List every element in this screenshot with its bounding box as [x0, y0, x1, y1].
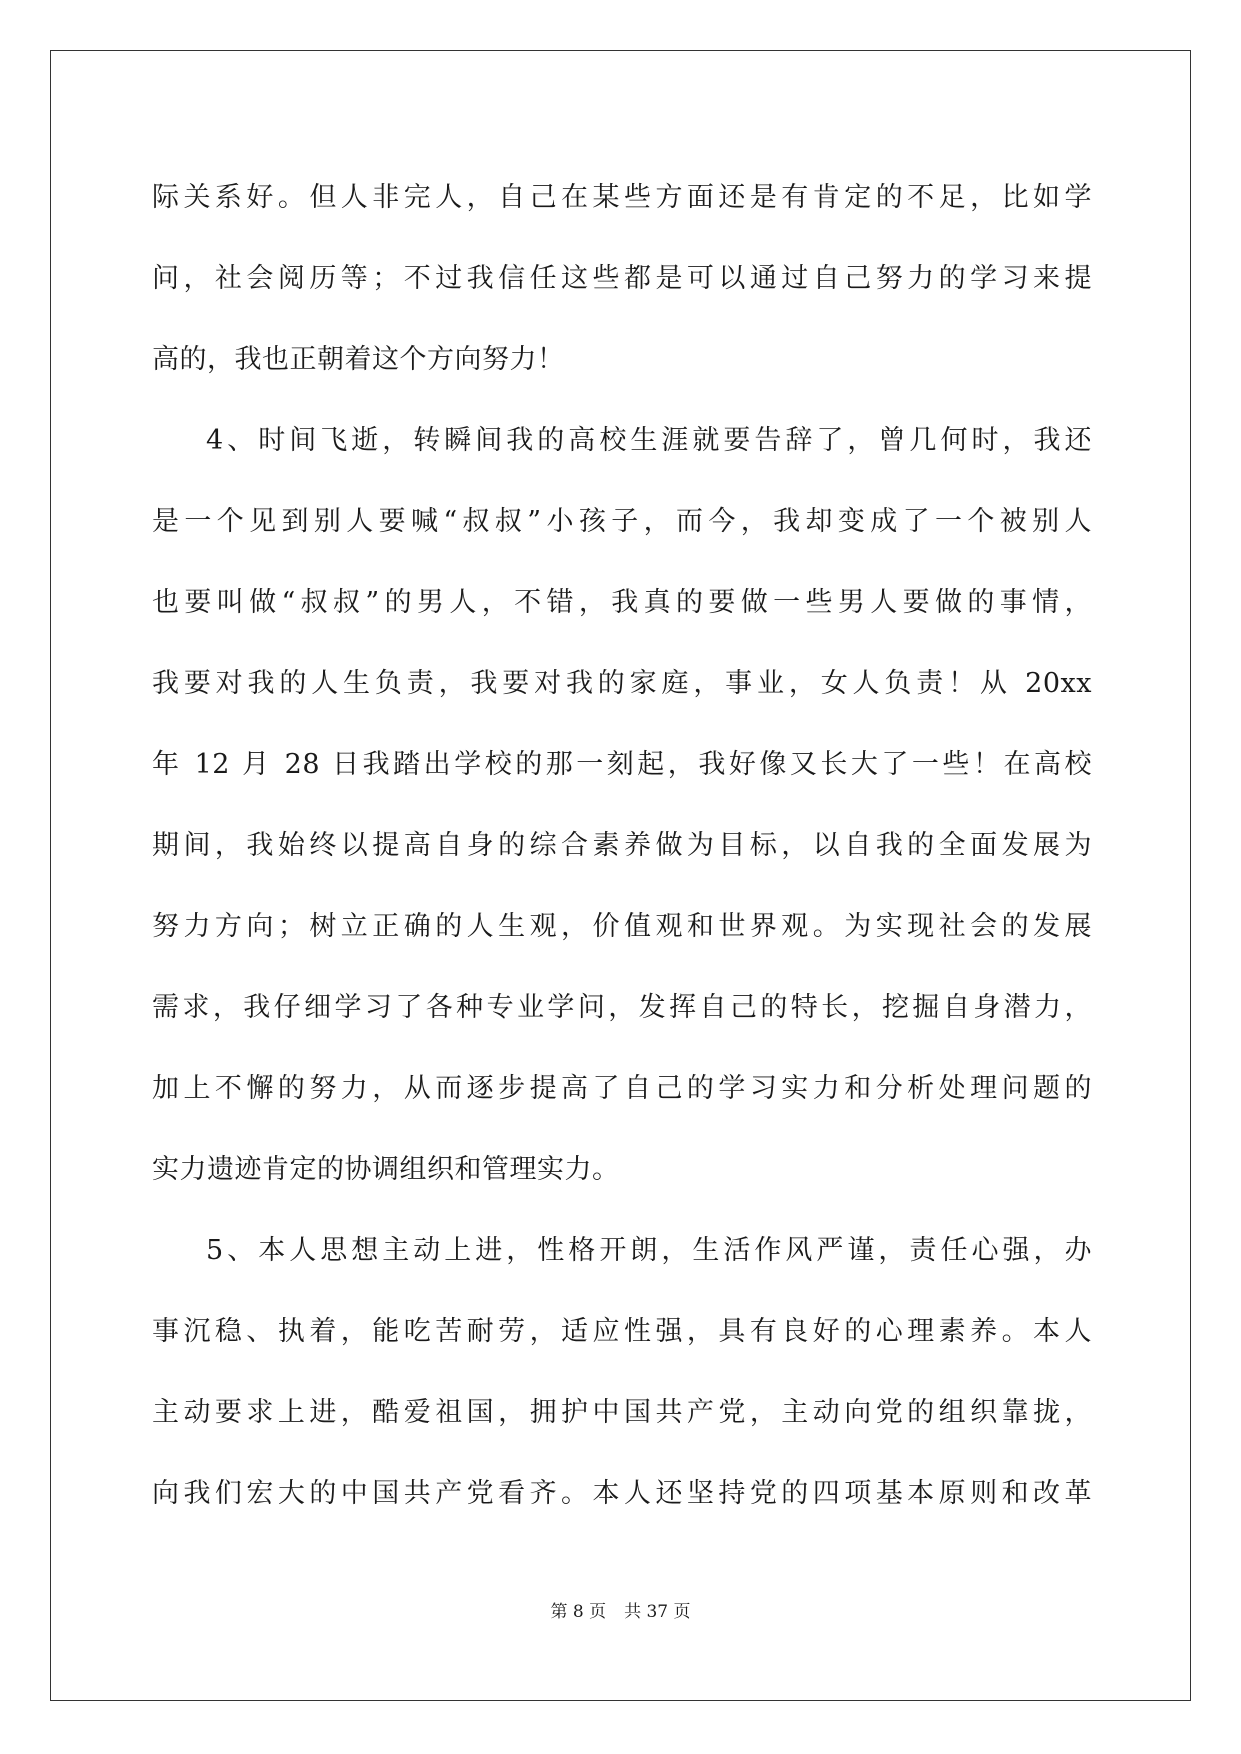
text-line: 主动要求上进，酷爱祖国，拥护中国共产党，主动向党的组织靠拢，: [152, 1397, 1092, 1428]
text-line: 实力遗迹肯定的协调组织和管理实力。: [152, 1154, 620, 1185]
page-number: 第 8 页: [550, 1602, 607, 1622]
document-body: [152, 157, 1092, 1534]
text-line: 是一个见到别人要喊“叔叔”小孩子，而今，我却变成了一个被别人: [152, 506, 1092, 537]
text-line: 努力方向；树立正确的人生观，价值观和世界观。为实现社会的发展: [152, 911, 1092, 942]
text-line: 向我们宏大的中国共产党看齐。本人还坚持党的四项基本原则和改革: [152, 1478, 1092, 1509]
paragraph-start-line: 5、本人思想主动上进，性格开朗，生活作风严谨，责任心强，办: [206, 1235, 1092, 1266]
page-footer: [0, 1597, 1241, 1622]
text-line: 需求，我仔细学习了各种专业学问，发挥自己的特长，挖掘自身潜力，: [152, 992, 1092, 1023]
text-line: 我要对我的人生负责，我要对我的家庭，事业，女人负责！从 20xx: [152, 668, 1092, 699]
text-line: 年 12 月 28 日我踏出学校的那一刻起，我好像又长大了一些！在高校: [152, 749, 1092, 780]
text-line: 际关系好。但人非完人，自己在某些方面还是有肯定的不足，比如学: [152, 182, 1092, 213]
paragraph-start-line: 4、时间飞逝，转瞬间我的高校生涯就要告辞了，曾几何时，我还: [206, 425, 1092, 456]
text-line: 高的，我也正朝着这个方向努力！: [152, 344, 565, 375]
text-line: 事沉稳、执着，能吃苦耐劳，适应性强，具有良好的心理素养。本人: [152, 1316, 1092, 1347]
text-line: 期间，我始终以提高自身的综合素养做为目标，以自我的全面发展为: [152, 830, 1092, 861]
text-line: 也要叫做“叔叔”的男人，不错，我真的要做一些男人要做的事情，: [152, 587, 1092, 618]
text-line: 加上不懈的努力，从而逐步提高了自己的学习实力和分析处理问题的: [152, 1073, 1092, 1104]
total-pages: 共 37 页: [624, 1602, 691, 1622]
text-line: 问，社会阅历等；不过我信任这些都是可以通过自己努力的学习来提: [152, 263, 1092, 294]
